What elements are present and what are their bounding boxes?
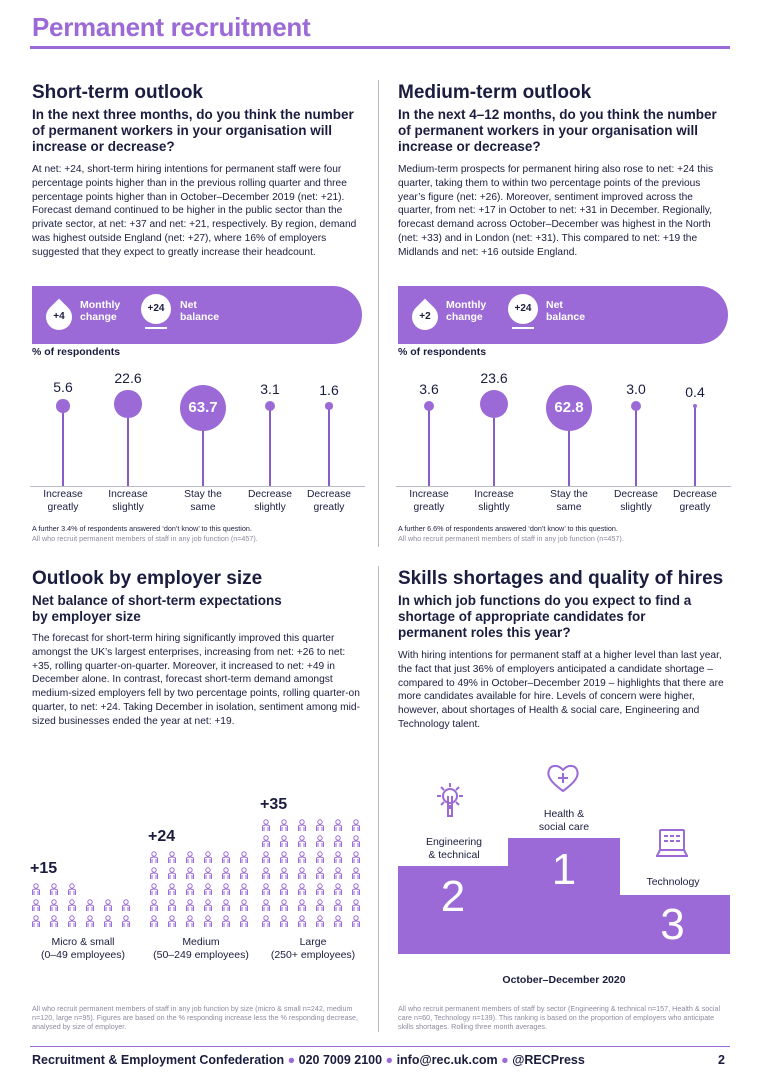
short-term-category-line: Decrease: [306, 489, 352, 500]
medium-term-category-line: greatly: [679, 502, 711, 513]
podium-rank-3: 3: [660, 900, 685, 949]
short-term-stem: [62, 406, 63, 486]
person-icon: [218, 883, 234, 897]
person-icon: [312, 819, 328, 833]
short-term-pct-label: % of respondents: [32, 346, 121, 358]
net-balance-label-1: Net: [180, 299, 197, 311]
skills-question: In which job functions do you expect to find a shortage of appropriate candidates for permanent roles this year?: [398, 593, 692, 640]
person-icon: [330, 867, 346, 881]
person-icon: [64, 899, 80, 913]
medium-term-category-line: same: [556, 502, 582, 513]
person-icon: [294, 851, 310, 865]
short-term-category-line: Increase: [43, 489, 83, 500]
medium-term-category-line: Stay the: [550, 489, 588, 500]
medium-net-balance-underline: [512, 327, 534, 329]
employer-size-category-line: (250+ employees): [270, 949, 356, 961]
monthly-change-value: +4: [53, 311, 65, 322]
short-term-value-label: 3.1: [260, 380, 280, 397]
short-term-category-line: Decrease: [247, 489, 293, 500]
person-icon: [182, 851, 198, 865]
people-row: [146, 898, 256, 914]
person-icon: [276, 867, 292, 881]
person-icon: [348, 851, 364, 865]
employer-size-subheading-2: by employer size: [32, 609, 141, 624]
people-row: [28, 882, 138, 898]
skills-source: All who recruit permanent members of staff by sector (Engineering & technical n=157, Health & social care n=60, Technology n=139). This ranking is based on the proportion of employers who anticipate skills shortages. Rolling three month averages.: [398, 1004, 721, 1031]
short-term-heading: Short-term outlook: [32, 82, 203, 103]
short-term-bubble: [56, 399, 70, 413]
employer-size-category-line: Micro & small: [51, 936, 115, 948]
medium-term-question: In the next 4–12 months, do you think the number of permanent workers in your organisation will increase or decrease?: [398, 107, 717, 154]
short-term-category-label: [170, 488, 236, 514]
person-icon: [28, 915, 44, 929]
short-term-category-line: Stay the: [184, 489, 222, 500]
person-icon: [258, 819, 274, 833]
short-term-category-label: [30, 488, 96, 514]
person-icon: [276, 835, 292, 849]
podium-label-engineering: [413, 836, 495, 862]
person-icon: [182, 899, 198, 913]
medium-term-category-label: [396, 488, 462, 514]
person-icon: [276, 819, 292, 833]
short-term-category-label: [237, 488, 303, 514]
short-term-category-line: same: [190, 502, 216, 513]
person-icon: [294, 835, 310, 849]
employer-size-category: [253, 936, 373, 962]
people-row: [258, 914, 368, 930]
net-balance-value: +24: [141, 294, 171, 324]
employer-size-source: All who recruit permanent members of staff in any job function by size (micro & small n=242, medium n=120, large n=95). Figures are based on the % responding increase less the % responding decrease, analysed by size of employer.: [32, 1004, 359, 1031]
podium-label-technology-1: Technology: [646, 876, 700, 888]
short-term-bubble: [265, 401, 275, 411]
person-icon: [294, 899, 310, 913]
short-term-category-label: [296, 488, 362, 514]
net-balance-label: [180, 299, 219, 323]
medium-term-category-line: Increase: [474, 489, 514, 500]
person-icon: [348, 819, 364, 833]
person-icon: [182, 915, 198, 929]
medium-term-chart: [396, 366, 731, 516]
net-balance-underline: [145, 327, 167, 329]
short-term-value-label: 1.6: [319, 382, 339, 399]
employer-size-category-line: (0–49 employees): [40, 949, 126, 961]
medium-monthly-change-label: [446, 299, 486, 323]
person-icon: [312, 835, 328, 849]
medium-monthly-change-badge: [412, 296, 438, 332]
short-term-note: A further 3.4% of respondents answered ‘don’t know’ to this question.: [32, 524, 252, 533]
gear-wrench-icon: [432, 780, 468, 820]
person-icon: [182, 883, 198, 897]
person-icon: [348, 835, 364, 849]
person-icon: [218, 915, 234, 929]
laptop-icon: [654, 826, 690, 862]
person-icon: [164, 851, 180, 865]
medium-term-category-line: slightly: [620, 502, 652, 513]
heart-plus-icon: [545, 762, 581, 794]
people-row: [258, 866, 368, 882]
person-icon: [312, 867, 328, 881]
footer-twitter[interactable]: @RECPress: [512, 1053, 585, 1067]
person-icon: [28, 883, 44, 897]
podium-label-health: [522, 808, 606, 834]
medium-term-value-label: 62.8: [554, 399, 584, 416]
person-icon: [164, 915, 180, 929]
medium-term-bubble: [424, 401, 435, 412]
skills-period: October–December 2020: [502, 974, 626, 986]
footer-contact: [32, 1053, 585, 1067]
person-icon: [276, 883, 292, 897]
footer-email[interactable]: info@rec.uk.com: [396, 1053, 498, 1067]
person-icon: [236, 867, 252, 881]
monthly-change-label: [80, 299, 120, 323]
employer-size-body: The forecast for short-term hiring significantly improved this quarter amongst the UK’s largest enterprises, increasing from net: +26 to net: +35, rolling quarter-on-quarter. Moreover, it increased to net: +49 in December alone. In contrast, forecast short-term demand amongst medium-sized employers fell by two percentage points, rolling quarter-on quarter, to net: +24. Taking December in isolation, sentiment among mid-sized businesses ended the year at net: +19.: [32, 633, 360, 727]
short-term-question: In the next three months, do you think the number of permanent workers in your organisation will increase or decrease?: [32, 107, 354, 154]
person-icon: [200, 851, 216, 865]
employer-size-category-line: Medium: [182, 936, 220, 948]
medium-term-value-label: 0.4: [685, 384, 705, 400]
short-term-body: At net: +24, short-term hiring intentions for permanent staff were four percentage points higher than in the previous rolling quarter and three percentage points higher than in October–December 2019 (net: +21). Forecast demand continued to be higher in the public sector than the private sector, at net: +37 and net: +21, respectively. By region, demand was highest outside England (net: +27), where 16% of employers suggested that they expect to greatly increase their headcount.: [32, 164, 357, 258]
employer-size-value: +35: [260, 796, 288, 813]
people-group: [28, 882, 138, 930]
short-term-bubble: [114, 390, 141, 417]
medium-term-category-line: Increase: [409, 489, 449, 500]
employer-size-category-line: Large: [299, 936, 327, 948]
skills-body: With hiring intentions for permanent staff at a higher level than last year, the fact that just 36% of employers anticipated a candidate shortage – compared to 49% in October–December 2019 – highlights that there are more candidates available for hire. Levels of concern were higher, however, about shortages of Health & social care, Engineering and Technology talent.: [398, 650, 724, 730]
person-icon: [258, 835, 274, 849]
people-row: [28, 898, 138, 914]
person-icon: [146, 883, 162, 897]
employer-size-category-line: (50–249 employees): [153, 949, 249, 961]
person-icon: [64, 915, 80, 929]
short-term-category-line: slightly: [112, 502, 144, 513]
person-icon: [276, 899, 292, 913]
person-icon: [312, 899, 328, 913]
person-icon: [294, 867, 310, 881]
short-term-baseline: [30, 486, 365, 487]
person-icon: [164, 883, 180, 897]
person-icon: [28, 899, 44, 913]
person-icon: [182, 867, 198, 881]
footer-phone[interactable]: 020 7009 2100: [298, 1053, 383, 1067]
person-icon: [294, 819, 310, 833]
medium-term-category-line: slightly: [478, 502, 510, 513]
person-icon: [312, 915, 328, 929]
podium-label-technology: [630, 876, 716, 889]
person-icon: [258, 851, 274, 865]
person-icon: [330, 819, 346, 833]
short-term-value-label: 22.6: [114, 370, 142, 387]
page-number: 2: [718, 1053, 725, 1067]
footer-org: Recruitment & Employment Confederation: [32, 1053, 285, 1067]
medium-term-stem: [694, 406, 695, 486]
person-icon: [82, 899, 98, 913]
footer-dot-icon: ●: [385, 1053, 397, 1067]
short-term-category-label: [95, 488, 161, 514]
monthly-change-badge: [46, 296, 72, 332]
person-icon: [348, 867, 364, 881]
medium-term-value-label: 23.6: [480, 370, 508, 386]
people-row: [258, 850, 368, 866]
person-icon: [312, 851, 328, 865]
person-icon: [258, 867, 274, 881]
person-icon: [330, 899, 346, 913]
short-term-value-label: 63.7: [188, 399, 218, 416]
medium-term-value-label: 3.6: [419, 380, 439, 397]
person-icon: [330, 915, 346, 929]
short-term-source: All who recruit permanent members of staff in any job function (n=457).: [32, 534, 258, 543]
medium-term-source: All who recruit permanent members of staff in any job function (n=457).: [398, 534, 624, 543]
person-icon: [200, 883, 216, 897]
employer-size-category: [23, 936, 143, 962]
people-row: [258, 834, 368, 850]
person-icon: [276, 915, 292, 929]
monthly-change-label-2: change: [80, 311, 117, 323]
column-divider-bottom: [378, 566, 379, 1032]
people-row: [146, 850, 256, 866]
medium-term-category-label: [461, 488, 527, 514]
medium-term-category-label: [603, 488, 669, 514]
person-icon: [258, 883, 274, 897]
person-icon: [348, 899, 364, 913]
person-icon: [46, 883, 62, 897]
medium-term-value-label: 3.0: [626, 381, 646, 397]
medium-term-stem: [635, 406, 636, 486]
employer-size-subheading: [32, 593, 362, 625]
medium-term-category-line: Decrease: [613, 489, 659, 500]
person-icon: [312, 883, 328, 897]
medium-term-heading: Medium-term outlook: [398, 82, 592, 103]
employer-size-value: +24: [148, 828, 176, 845]
podium-label-health-2: social care: [538, 821, 590, 833]
person-icon: [218, 899, 234, 913]
page-title: Permanent recruitment: [32, 12, 311, 42]
medium-term-category-line: greatly: [413, 502, 445, 513]
header-rule: [30, 46, 730, 49]
medium-term-baseline: [396, 486, 731, 487]
person-icon: [294, 883, 310, 897]
person-icon: [100, 899, 116, 913]
person-icon: [330, 883, 346, 897]
people-row: [146, 914, 256, 930]
employer-size-subheading-1: Net balance of short-term expectations: [32, 593, 282, 608]
medium-monthly-change-label-1: Monthly: [446, 299, 487, 311]
employer-size-heading: Outlook by employer size: [32, 568, 263, 589]
medium-net-balance-label: [546, 299, 585, 323]
podium-rank-2: 2: [440, 872, 466, 921]
person-icon: [118, 899, 134, 913]
short-term-category-line: slightly: [254, 502, 286, 513]
person-icon: [146, 915, 162, 929]
person-icon: [330, 851, 346, 865]
person-icon: [236, 851, 252, 865]
person-icon: [46, 915, 62, 929]
medium-net-balance-label-1: Net: [546, 299, 563, 311]
person-icon: [164, 867, 180, 881]
medium-term-category-line: Decrease: [672, 489, 718, 500]
podium-label-engineering-1: Engineering: [425, 836, 483, 848]
people-row: [146, 882, 256, 898]
people-group: [146, 850, 256, 930]
person-icon: [146, 899, 162, 913]
short-term-stem: [328, 406, 329, 486]
monthly-change-label-1: Monthly: [80, 299, 121, 311]
person-icon: [330, 835, 346, 849]
podium-rank-1: 1: [551, 845, 577, 894]
short-term-category-line: greatly: [313, 502, 345, 513]
people-row: [258, 898, 368, 914]
medium-term-pct-label: % of respondents: [398, 346, 487, 358]
medium-term-bubble: [693, 404, 697, 408]
person-icon: [348, 883, 364, 897]
person-icon: [200, 899, 216, 913]
medium-term-body: Medium-term prospects for permanent hiring also rose to net: +24 this quarter, taking them to within two percentage points of the previous year’s figure (net: +26). Moreover, sentiment improved across the quarter, from net: +17 in October to net: +31 in December. Regionally, forecast demand across October–December was highest in the North (net: +33) and in London (net: +31). This compared to net: +19 the Midlands and net: +16 outside England.: [398, 164, 714, 258]
person-icon: [200, 867, 216, 881]
person-icon: [348, 915, 364, 929]
footer-dot-icon: ●: [501, 1053, 513, 1067]
person-icon: [258, 915, 274, 929]
footer-rule: [30, 1046, 730, 1047]
medium-term-stem: [428, 406, 429, 486]
medium-term-bubble: [631, 401, 641, 411]
person-icon: [218, 851, 234, 865]
person-icon: [64, 883, 80, 897]
employer-size-chart: [28, 730, 368, 970]
people-row: [258, 882, 368, 898]
short-term-value-label: 5.6: [53, 379, 73, 396]
podium-label-health-1: Health &: [543, 808, 585, 820]
person-icon: [276, 851, 292, 865]
person-icon: [236, 915, 252, 929]
medium-net-balance-label-2: balance: [546, 311, 586, 323]
employer-size-category: [141, 936, 261, 962]
podium-label-engineering-2: & technical: [428, 849, 480, 861]
medium-term-bubble: [480, 390, 508, 418]
person-icon: [236, 899, 252, 913]
person-icon: [164, 899, 180, 913]
medium-term-category-label: [536, 488, 602, 514]
person-icon: [118, 915, 134, 929]
medium-term-category-label: [662, 488, 728, 514]
person-icon: [100, 915, 116, 929]
skills-heading: Skills shortages and quality of hires: [398, 568, 724, 589]
person-icon: [146, 867, 162, 881]
short-term-bubble: [325, 402, 332, 409]
people-group: [258, 818, 368, 930]
medium-monthly-change-value: +2: [419, 311, 431, 322]
short-term-category-line: Increase: [108, 489, 148, 500]
short-term-category-line: greatly: [47, 502, 79, 513]
column-divider-top: [378, 80, 379, 547]
person-icon: [258, 899, 274, 913]
people-row: [258, 818, 368, 834]
people-row: [146, 866, 256, 882]
net-balance-label-2: balance: [180, 311, 220, 323]
person-icon: [46, 899, 62, 913]
person-icon: [146, 851, 162, 865]
person-icon: [236, 883, 252, 897]
people-row: [28, 914, 138, 930]
medium-monthly-change-label-2: change: [446, 311, 483, 323]
medium-net-balance-value: +24: [508, 294, 538, 324]
employer-size-value: +15: [30, 860, 58, 877]
short-term-chart: [30, 366, 365, 516]
footer-dot-icon: ●: [287, 1053, 299, 1067]
person-icon: [82, 915, 98, 929]
person-icon: [294, 915, 310, 929]
short-term-stem: [269, 406, 270, 486]
person-icon: [200, 915, 216, 929]
medium-term-note: A further 6.6% of respondents answered ‘don’t know’ to this question.: [398, 524, 618, 533]
person-icon: [218, 867, 234, 881]
